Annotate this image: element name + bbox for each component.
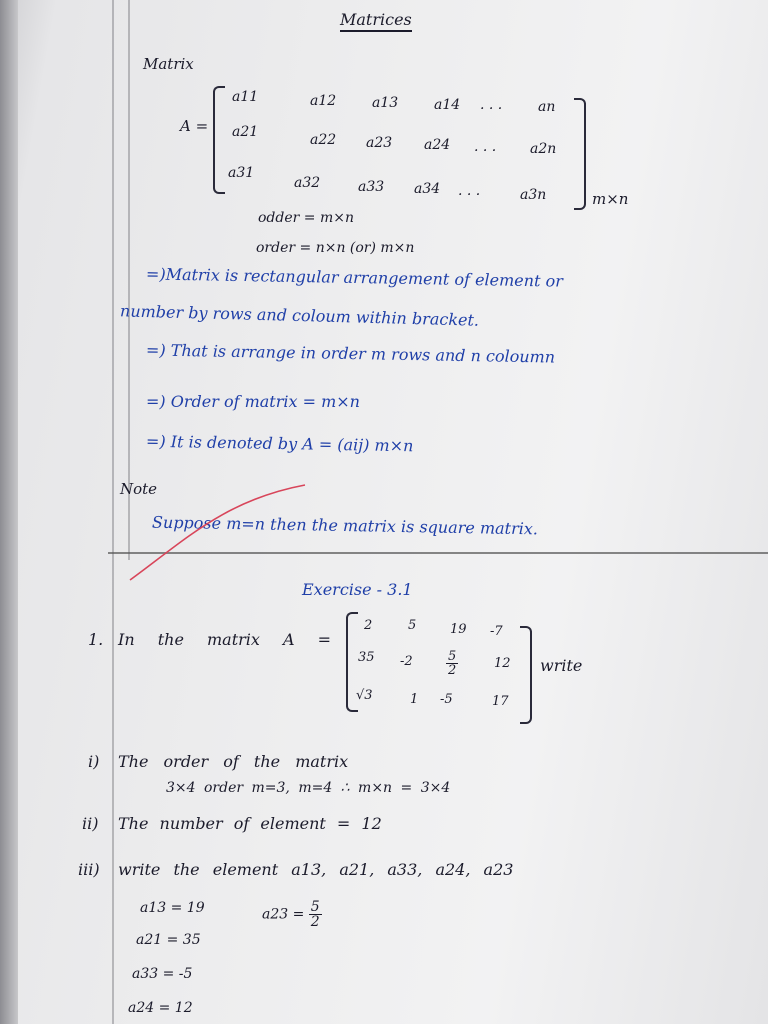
matrix-a-cell: a34 — [414, 181, 441, 197]
answer-line: a13 = 19 — [140, 900, 205, 916]
q1-matrix-right-bracket — [520, 626, 532, 724]
part-answer: 3×4 order m=3, m=4 ∴ m×n = 3×4 — [166, 780, 451, 796]
matrix-a-cell: a14 — [434, 97, 461, 113]
matrix-a-cell: an — [538, 99, 556, 115]
matrix-a-cell: a24 — [424, 137, 451, 153]
part-text: The number of element = 12 — [118, 814, 382, 833]
q1-matrix-cell: 12 — [494, 656, 511, 671]
page-title: Matrices — [340, 10, 412, 29]
q1-matrix-cell: 1 — [410, 692, 419, 707]
matrix-a-cell: a2n — [530, 141, 557, 157]
matrix-a-cell: a13 — [372, 95, 399, 111]
matrix-a-cell: . . . — [480, 97, 503, 113]
answer-line: a24 = 12 — [128, 1000, 193, 1016]
part-text: The order of the matrix — [118, 752, 349, 771]
q1-matrix-cell: -7 — [490, 624, 503, 639]
matrix-a-dimension: m×n — [592, 190, 629, 208]
margin-line — [112, 0, 114, 1024]
q1-matrix-cell: 5 — [408, 618, 417, 633]
matrix-a-right-bracket — [574, 98, 586, 210]
q1-matrix-cell: √3 — [356, 688, 373, 703]
definition-line: number by rows and coloum within bracket. — [119, 301, 480, 330]
matrix-a-cell: a33 — [358, 179, 385, 195]
q1-matrix-cell: -2 — [400, 654, 413, 669]
part-label: iii) — [78, 860, 100, 879]
q1-matrix-cell: 35 — [358, 650, 375, 665]
question-prompt: In the matrix A = — [118, 630, 332, 649]
matrix-a-cell: a22 — [310, 132, 337, 148]
matrix-a-cell: a12 — [310, 93, 337, 109]
matrix-a-cell: a21 — [232, 124, 259, 140]
answer-a23 — [262, 900, 322, 929]
matrix-a-cell: a3n — [520, 187, 547, 203]
part-label: ii) — [82, 814, 99, 833]
q1-matrix-cell: 19 — [450, 622, 467, 637]
matrix-a-left-bracket — [213, 86, 225, 194]
part-text: write the element a13, a21, a33, a24, a23 — [118, 860, 514, 879]
answer-a23-lhs: a23 = — [262, 906, 305, 923]
q1-matrix-cell: 2 — [364, 618, 373, 633]
q1-matrix-fraction: $\frac{5}{2}$ — [448, 649, 457, 678]
matrix-heading: Matrix — [143, 55, 194, 73]
answer-line: a21 = 35 — [136, 932, 201, 948]
order-line: odder = m×n — [258, 210, 354, 226]
answer-a23-fraction: $\frac{5}{2}$ — [310, 899, 320, 930]
page-edge — [0, 0, 18, 1024]
definition-line: =) Order of matrix = m×n — [146, 392, 360, 411]
exercise-title: Exercise - 3.1 — [302, 580, 413, 599]
question-number: 1. — [88, 630, 104, 649]
matrix-a-cell: . . . — [474, 139, 497, 155]
matrix-a-cell: a23 — [366, 135, 393, 151]
definition-line: =)Matrix is rectangular arrangement of element or — [145, 264, 564, 291]
q1-matrix-cell: -5 — [440, 692, 453, 707]
definition-line: =) It is denoted by A = (aij) m×n — [145, 431, 414, 456]
matrix-a-label: A = — [180, 117, 209, 135]
q1-matrix-cell: 17 — [492, 694, 509, 709]
matrix-a-cell: . . . — [458, 183, 481, 199]
matrix-a-cell: a11 — [232, 89, 259, 105]
order-line: order = n×n (or) m×n — [256, 240, 415, 256]
red-pen-mark — [125, 480, 315, 590]
question-suffix: write — [540, 656, 583, 675]
matrix-a-cell: a31 — [228, 165, 255, 181]
definition-line: =) That is arrange in order m rows and n coloumn — [145, 340, 556, 367]
note-label: Note — [120, 480, 158, 498]
answer-line: a33 = -5 — [132, 966, 193, 982]
margin-line-upper — [128, 0, 130, 560]
note-text: Suppose m=n then the matrix is square matrix. — [151, 512, 539, 539]
part-label: i) — [88, 752, 100, 771]
matrix-a-cell: a32 — [294, 175, 321, 191]
